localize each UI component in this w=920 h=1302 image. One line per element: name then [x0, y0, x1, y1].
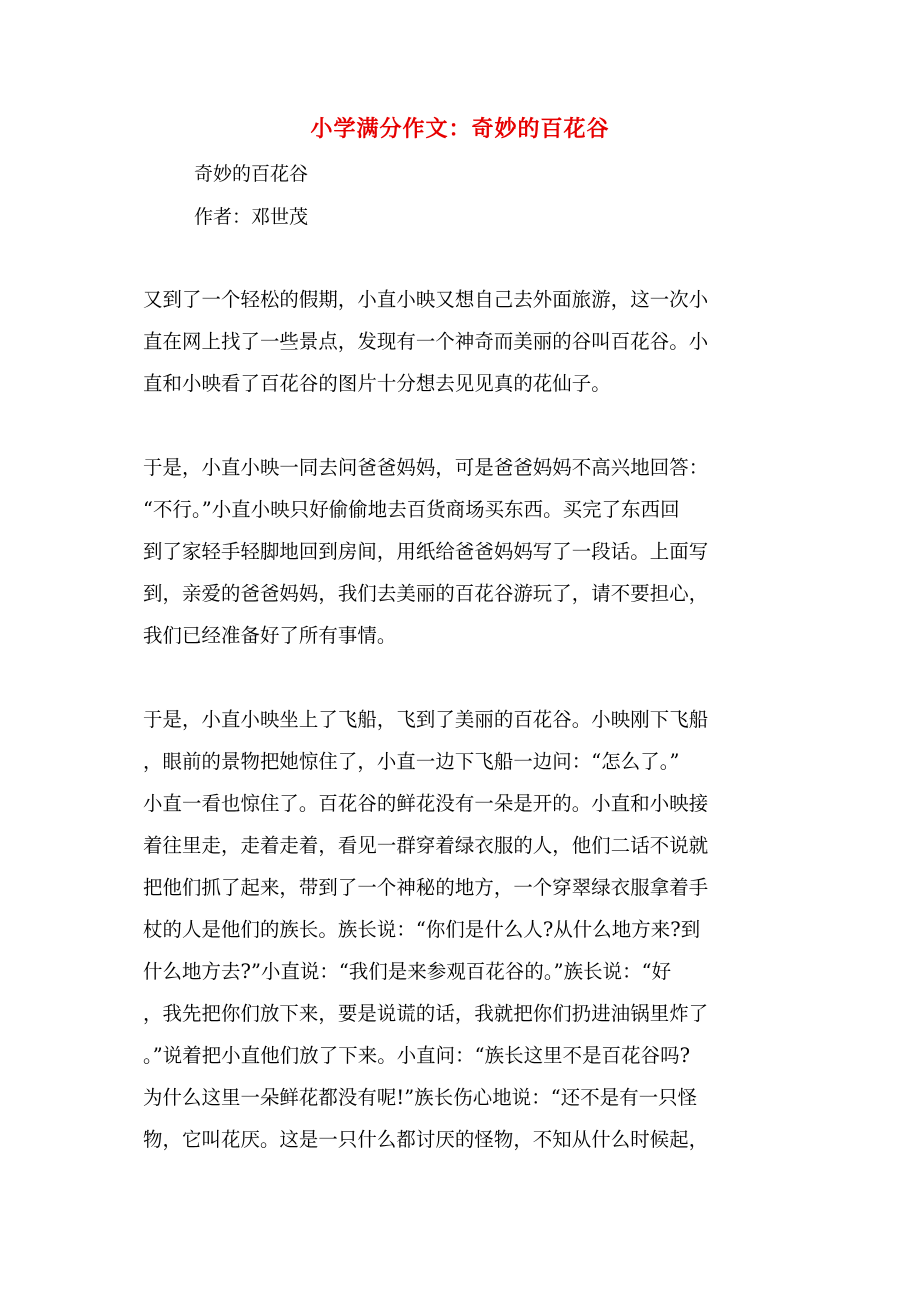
text-line: ，我先把你们放下来，要是说谎的话，我就把你们扔进油锅里炸了	[143, 1002, 709, 1025]
article-author: 作者：邓世茂	[194, 206, 309, 228]
paragraph	[143, 279, 783, 405]
document-title: 小学满分作文：奇妙的百花谷	[310, 116, 610, 142]
text-line: 又到了一个轻松的假期，小直小映又想自己去外面旅游，这一次小	[143, 288, 709, 311]
text-line: 杖的人是他们的族长。族长说：“你们是什么人?从什么地方来?到	[143, 918, 701, 941]
text-line: 把他们抓了起来，带到了一个神秘的地方，一个穿翠绿衣服拿着手	[143, 876, 709, 899]
paragraph	[143, 447, 783, 657]
text-line: 。”说着把小直他们放了下来。小直问：“族长这里不是百花谷吗?	[143, 1044, 691, 1067]
text-line: 直和小映看了百花谷的图片十分想去见见真的花仙子。	[143, 372, 611, 395]
text-line: ，眼前的景物把她惊住了，小直一边下飞船一边问：“怎么了。”	[143, 750, 680, 773]
text-line: 到，亲爱的爸爸妈妈，我们去美丽的百花谷游玩了，请不要担心，	[143, 582, 709, 605]
text-line: 直在网上找了一些景点，发现有一个神奇而美丽的谷叫百花谷。小	[143, 330, 709, 353]
text-line: 于是，小直小映坐上了飞船，飞到了美丽的百花谷。小映刚下飞船	[143, 708, 709, 731]
article-subtitle: 奇妙的百花谷	[194, 163, 309, 185]
text-line: 到了家轻手轻脚地回到房间，用纸给爸爸妈妈写了一段话。上面写	[143, 540, 709, 563]
text-line: 为什么这里一朵鲜花都没有呢!”族长伤心地说：“还不是有一只怪	[143, 1086, 698, 1109]
text-line: 我们已经准备好了所有事情。	[143, 624, 397, 647]
text-line: 什么地方去?”小直说：“我们是来参观百花谷的。”族长说：“好	[143, 960, 672, 983]
paragraph	[143, 699, 783, 1161]
text-line: 物，它叫花厌。这是一只什么都讨厌的怪物，不知从什么时候起，	[143, 1128, 709, 1151]
text-line: 小直一看也惊住了。百花谷的鲜花没有一朵是开的。小直和小映接	[143, 792, 709, 815]
text-line: 着往里走，走着走着，看见一群穿着绿衣服的人，他们二话不说就	[143, 834, 709, 857]
text-line: “不行。”小直小映只好偷偷地去百货商场买东西。买完了东西回	[143, 498, 680, 521]
text-line: 于是，小直小映一同去问爸爸妈妈，可是爸爸妈妈不高兴地回答：	[143, 456, 709, 479]
